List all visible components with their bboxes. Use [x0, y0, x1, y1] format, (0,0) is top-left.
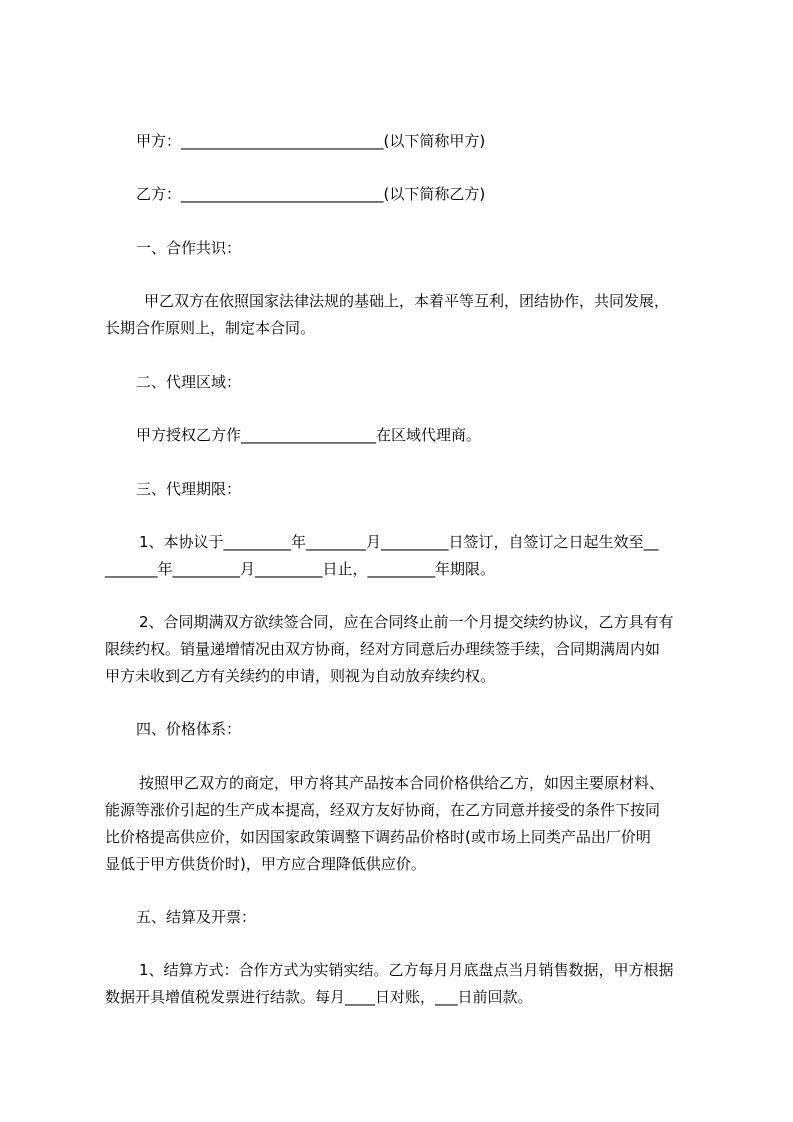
party-b-line: 乙方：___________________________(以下简称乙方) [136, 185, 486, 203]
section-4-body-line: 比价格提高供应价，如因国家政策调整下调药品价格时(或市场上同类产品出厂价明 [105, 828, 651, 846]
section-1-body-line: 甲乙双方在依照国家法律法规的基础上，本着平等互利，团结协作，共同发展， [144, 292, 670, 310]
section-3-clause-2-line: 限续约权。销量递增情况由双方协商，经对方同意后办理续签手续，合同期满周内如 [105, 640, 661, 658]
section-4-body-line: 显低于甲方供货价时)，甲方应合理降低供应价。 [105, 855, 426, 873]
section-1-body-line: 长期合作原则上，制定本合同。 [105, 319, 316, 337]
section-3-clause-2-line: 2、合同期满双方欲续签合同，应在合同终止前一个月提交续约协议，乙方具有有 [139, 613, 674, 631]
section-3-clause-1-line: _______年_________月_________日止，_________年期限。 [105, 560, 496, 578]
section-2-body-line: 甲方授权乙方作__________________在区域代理商。 [136, 426, 482, 444]
section-4-body-line: 按照甲乙双方的商定，甲方将其产品按本合同价格供给乙方，如因主要原材料、 [139, 774, 665, 792]
section-4-body-line: 能源等涨价引起的生产成本提高，经双方友好协商，在乙方同意并接受的条件下按同 [105, 801, 661, 819]
section-5-heading: 五、结算及开票： [136, 908, 257, 926]
section-3-clause-1-line: 1、本协议于_________年________月_________日签订，自签订之日起生效至__ [139, 533, 659, 551]
section-5-clause-1-line: 数据开具增值税发票进行结款。每月____日对账，___日前回款。 [105, 988, 533, 1006]
section-3-clause-2-line: 甲方未收到乙方有关续约的申请，则视为自动放弃续约权。 [105, 667, 496, 685]
section-2-heading: 二、代理区域： [136, 373, 242, 391]
section-5-clause-1-line: 1、结算方式：合作方式为实销实结。乙方每月月底盘点当月销售数据，甲方根据 [139, 961, 674, 979]
section-4-heading: 四、价格体系： [136, 720, 242, 738]
party-a-line: 甲方：___________________________(以下简称甲方) [136, 132, 486, 150]
section-1-heading: 一、合作共识： [136, 239, 242, 257]
section-3-heading: 三、代理期限： [136, 480, 242, 498]
